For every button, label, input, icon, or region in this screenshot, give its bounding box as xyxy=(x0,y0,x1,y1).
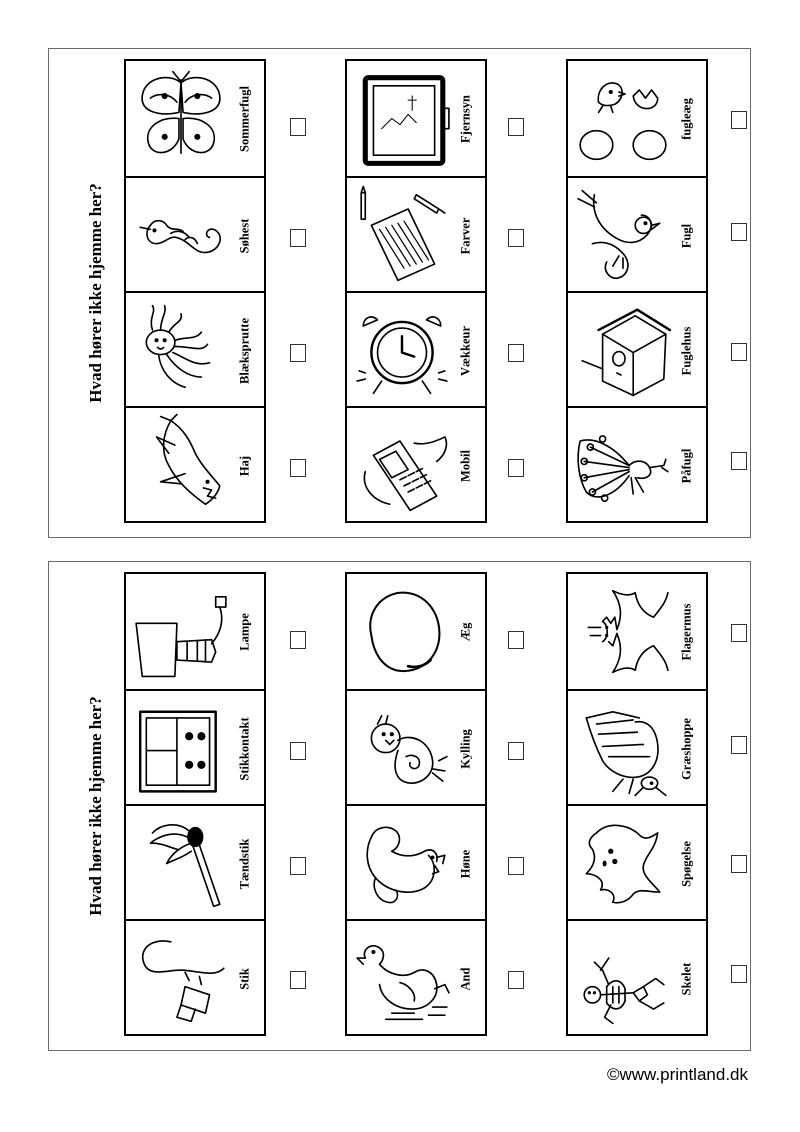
answer-checkbox[interactable] xyxy=(508,344,524,362)
item-cell xyxy=(347,406,485,521)
octopus-icon xyxy=(130,297,232,404)
item-cell xyxy=(347,919,485,1034)
item-label: Lampe xyxy=(237,612,252,651)
item-cell xyxy=(126,919,264,1034)
worksheet-title: Hvad hører ikke hjemme her? xyxy=(86,183,105,403)
item-label: Vækkeur xyxy=(458,325,473,376)
answer-checkbox[interactable] xyxy=(290,229,306,247)
bird-eggs-icon xyxy=(572,65,674,172)
item-label: Flagermus xyxy=(679,603,694,660)
item-label: Fjernsyn xyxy=(458,94,473,143)
answer-checkbox[interactable] xyxy=(508,742,524,760)
item-cell xyxy=(568,176,706,291)
answer-checkbox[interactable] xyxy=(731,965,747,983)
duck-icon xyxy=(351,925,453,1032)
butterfly-icon xyxy=(130,65,232,172)
answer-checkbox[interactable] xyxy=(731,855,747,873)
crayons-icon xyxy=(351,182,453,289)
item-group xyxy=(345,59,487,523)
item-label: Mobil xyxy=(458,449,473,482)
item-cell xyxy=(568,689,706,804)
item-cell xyxy=(126,176,264,291)
item-label: Farver xyxy=(458,217,473,254)
answer-checkbox[interactable] xyxy=(290,971,306,989)
power-socket-icon xyxy=(130,695,232,802)
item-label: And xyxy=(458,967,473,990)
answer-checkbox[interactable] xyxy=(731,343,747,361)
plug-icon xyxy=(130,925,232,1032)
item-label: Græshoppe xyxy=(679,717,694,780)
answer-checkbox[interactable] xyxy=(731,223,747,241)
item-label: Høne xyxy=(458,849,473,878)
answer-checkbox[interactable] xyxy=(290,459,306,477)
item-cell xyxy=(568,61,706,176)
item-cell xyxy=(568,574,706,689)
item-cell xyxy=(126,574,264,689)
copyright-credit: ©www.printland.dk xyxy=(606,1065,748,1084)
answer-checkbox[interactable] xyxy=(508,857,524,875)
item-label: Påfugl xyxy=(679,448,694,483)
answer-checkbox[interactable] xyxy=(290,631,306,649)
item-cell xyxy=(347,176,485,291)
item-label: Søhest xyxy=(237,218,252,253)
bat-icon xyxy=(572,578,674,685)
answer-checkbox[interactable] xyxy=(508,459,524,477)
television-icon xyxy=(351,65,453,172)
item-label: Stikkontakt xyxy=(237,716,252,781)
answer-checkbox[interactable] xyxy=(731,736,747,754)
item-label: Fuglehus xyxy=(679,326,694,375)
item-cell xyxy=(568,291,706,406)
worksheet-title: Hvad hører ikke hjemme her? xyxy=(86,696,105,916)
answer-checkbox[interactable] xyxy=(731,452,747,470)
item-label: Stik xyxy=(237,967,252,990)
hen-icon xyxy=(351,810,453,917)
answer-checkbox[interactable] xyxy=(290,857,306,875)
answer-checkbox[interactable] xyxy=(290,118,306,136)
item-label: Kylling xyxy=(458,728,473,769)
item-group xyxy=(124,572,266,1036)
egg-icon xyxy=(351,578,453,685)
answer-checkbox[interactable] xyxy=(508,229,524,247)
shark-icon xyxy=(130,412,232,519)
item-cell xyxy=(347,61,485,176)
answer-checkbox[interactable] xyxy=(508,118,524,136)
item-label: Spøgelse xyxy=(679,840,694,887)
item-cell xyxy=(568,406,706,521)
answer-checkbox[interactable] xyxy=(508,631,524,649)
item-label: Tændstik xyxy=(237,838,252,889)
item-group xyxy=(566,59,708,523)
lamp-icon xyxy=(130,578,232,685)
item-label: Æg xyxy=(458,622,473,641)
ghost-icon xyxy=(572,810,674,917)
item-cell xyxy=(568,919,706,1034)
item-cell xyxy=(568,804,706,919)
item-cell xyxy=(347,804,485,919)
item-cell xyxy=(347,291,485,406)
match-icon xyxy=(130,810,232,917)
chick-icon xyxy=(351,695,453,802)
grasshopper-icon xyxy=(572,695,674,802)
answer-checkbox[interactable] xyxy=(290,742,306,760)
bird-icon xyxy=(572,182,674,289)
item-cell xyxy=(126,804,264,919)
item-cell xyxy=(126,406,264,521)
item-cell xyxy=(126,291,264,406)
item-group xyxy=(566,572,708,1036)
item-group xyxy=(345,572,487,1036)
answer-checkbox[interactable] xyxy=(731,111,747,129)
seahorse-icon xyxy=(130,182,232,289)
birdhouse-icon xyxy=(572,297,674,404)
item-cell xyxy=(347,574,485,689)
item-cell xyxy=(126,689,264,804)
item-label: Haj xyxy=(237,455,252,476)
item-cell xyxy=(347,689,485,804)
item-label: Sommerfugl xyxy=(237,85,252,152)
item-label: Fugl xyxy=(679,223,694,248)
peacock-icon xyxy=(572,412,674,519)
alarm-clock-icon xyxy=(351,297,453,404)
skeleton-icon xyxy=(572,925,674,1032)
item-cell xyxy=(126,61,264,176)
item-label: fugleæg xyxy=(679,97,694,140)
item-label: Skelet xyxy=(679,962,694,995)
answer-checkbox[interactable] xyxy=(290,344,306,362)
answer-checkbox[interactable] xyxy=(508,971,524,989)
mobile-phone-icon xyxy=(351,412,453,519)
answer-checkbox[interactable] xyxy=(731,624,747,642)
item-group xyxy=(124,59,266,523)
item-label: Blæksprutte xyxy=(237,317,252,384)
